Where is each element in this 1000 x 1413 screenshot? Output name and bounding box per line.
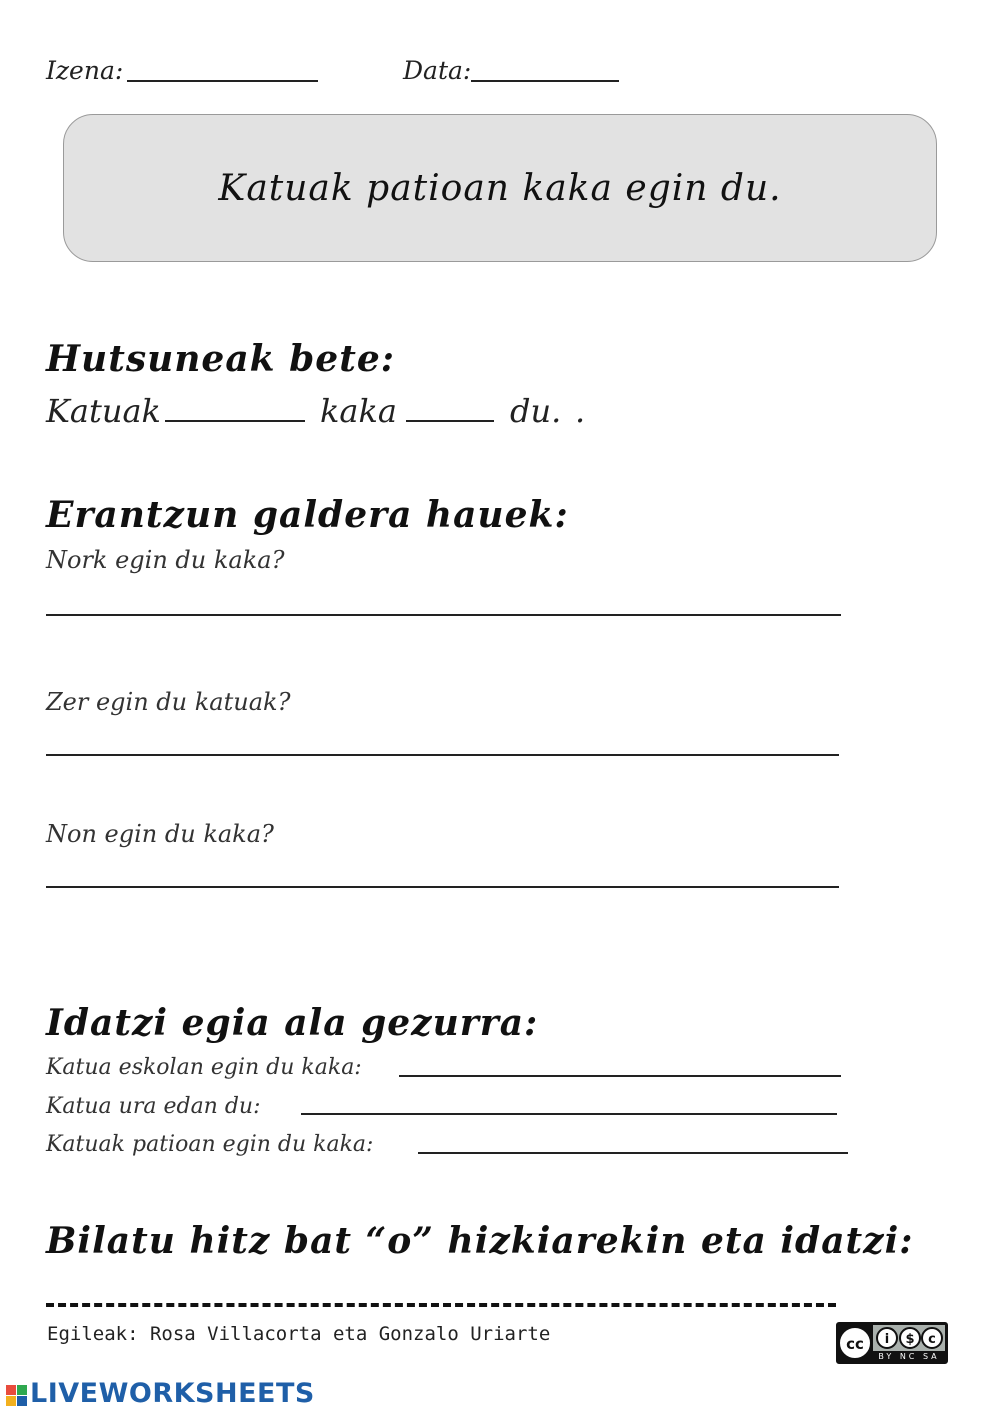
fill-blank-2[interactable] [406,420,494,422]
svg-text:i: i [884,1332,890,1347]
svg-text:c: c [928,1332,936,1347]
fill-heading: Hutsuneak bete: [46,338,396,380]
date-input-line[interactable] [471,80,619,82]
question-3: Non egin du kaka? [46,820,274,848]
liveworksheets-logo-icon [6,1385,27,1406]
fill-word-1: Katuak [46,392,161,430]
fill-word-2: kaka [320,392,397,430]
question-1: Nork egin du kaka? [46,546,285,574]
svg-text:$: $ [905,1332,915,1347]
answer-line-1[interactable] [46,614,841,616]
fill-word-3: du. [510,392,562,430]
name-label: Izena: [46,56,124,85]
truefalse-line-1[interactable] [399,1075,841,1077]
statement-3: Katuak patioan egin du kaka: [46,1132,374,1157]
name-input-line[interactable] [127,80,318,82]
fill-blank-1[interactable] [165,420,305,422]
truefalse-heading: Idatzi egia ala gezurra: [46,1002,539,1044]
truefalse-line-3[interactable] [418,1152,848,1154]
liveworksheets-brand[interactable]: LIVEWORKSHEETS [30,1378,315,1409]
sentence-box [63,114,937,262]
questions-heading: Erantzun galdera hauek: [46,494,569,536]
date-label: Data: [403,56,472,85]
license-text: BY NC SA [878,1352,940,1361]
credits-text: Egileak: Rosa Villacorta eta Gonzalo Uriarte [47,1323,551,1345]
creative-commons-badge [836,1322,948,1364]
truefalse-line-2[interactable] [301,1113,837,1115]
fill-trailing-dot: . [575,392,586,430]
word-answer-line[interactable] [46,1303,836,1307]
sentence-text: Katuak patioan kaka egin du. [218,167,782,209]
answer-line-3[interactable] [46,886,839,888]
svg-text:cc: cc [846,1335,864,1353]
word-heading: Bilatu hitz bat “o” hizkiarekin eta idatzi: [46,1220,914,1262]
answer-line-2[interactable] [46,754,839,756]
statement-2: Katua ura edan du: [46,1094,261,1119]
question-2: Zer egin du katuak? [46,688,291,716]
statement-1: Katua eskolan egin du kaka: [46,1055,362,1080]
